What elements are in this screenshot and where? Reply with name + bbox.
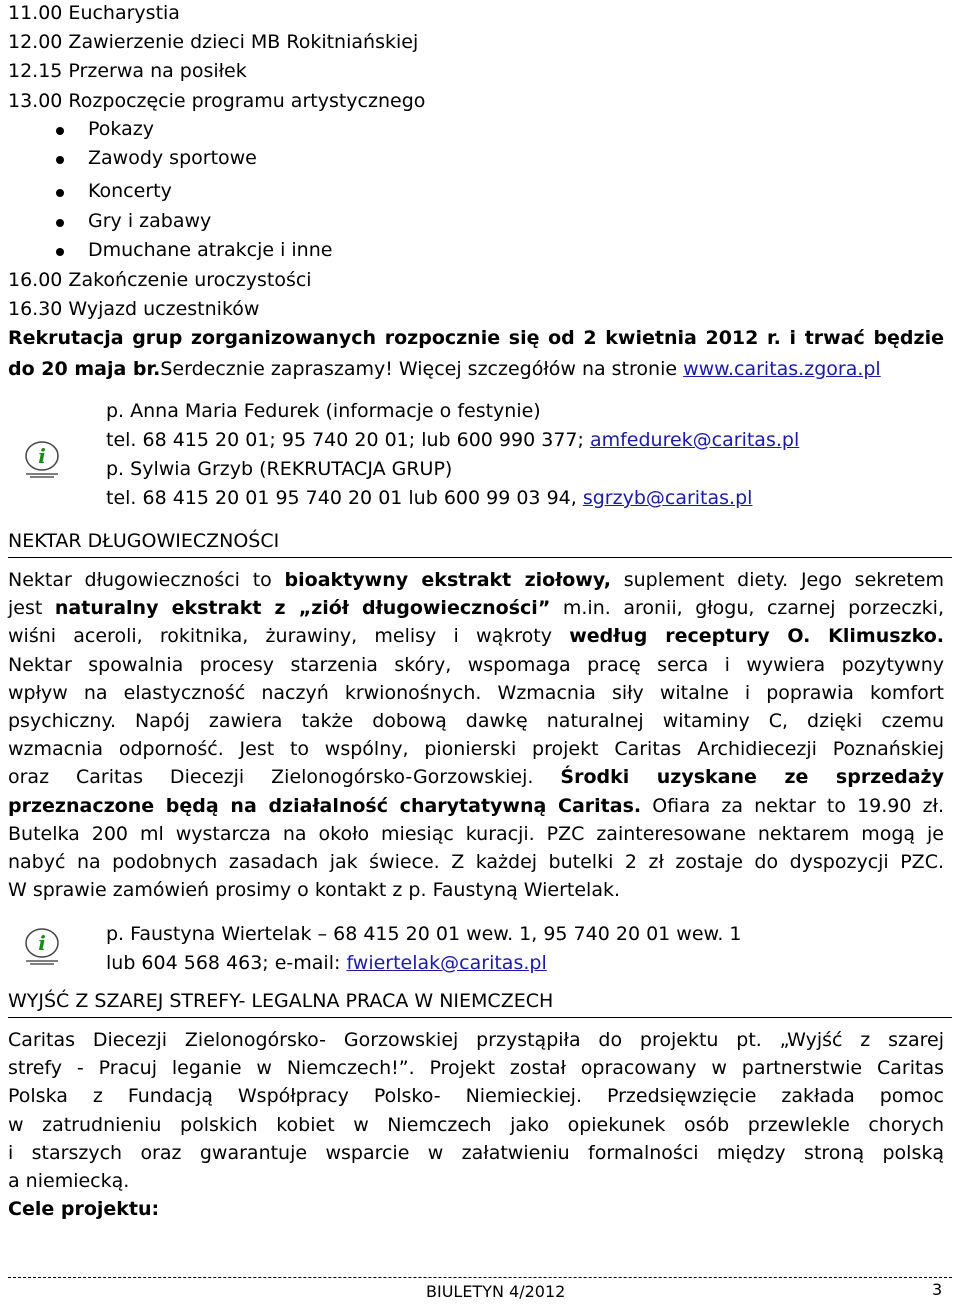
- paragraph-line: [8, 764, 944, 790]
- recruit-text: Serdecznie zapraszamy! Więcej szczegółów na stronie: [160, 358, 684, 380]
- paragraph-line: [8, 1112, 944, 1138]
- text: psychiczny. Napój zawiera także dobową dawkę naturalnej witaminy C, dzięki czemu: [8, 710, 944, 732]
- footer-title: BIULETYN 4/2012: [426, 1282, 566, 1301]
- paragraph-line: [8, 708, 944, 734]
- info-contact-1: p. Anna Maria Fedurek (informacje o festynie): [106, 400, 541, 422]
- text: nabyć na podobnych zasadach jak świece. Z każdej butelki 2 zł zostaje do dyspozycji PZC.: [8, 851, 944, 873]
- text: strefy - Pracuj leganie w Niemczech!”. Projekt został opracowany w partnerstwie Caritas: [8, 1057, 944, 1080]
- bold-text: przeznaczone będą na działalność charytatywną Caritas.: [8, 794, 642, 817]
- info-contact-faustyna: p. Faustyna Wiertelak – 68 415 20 01 wew. 1, 95 740 20 01 wew. 1: [106, 923, 742, 945]
- list-item: Gry i zabawy: [88, 210, 212, 232]
- text: Nektar długowieczności to: [8, 569, 285, 591]
- paragraph-line: [8, 1140, 944, 1166]
- list-item: Koncerty: [88, 180, 172, 202]
- bullet-icon: [56, 127, 64, 135]
- bullet-icon: [56, 219, 64, 227]
- paragraph-line: [8, 623, 944, 649]
- divider: [8, 1017, 952, 1018]
- text: i starszych oraz gwarantuje wsparcie w załatwieniu formalności między stroną polską: [8, 1141, 944, 1164]
- info-tel-2: [106, 485, 752, 511]
- text: suplement diety. Jego sekretem: [610, 569, 944, 591]
- divider: [8, 557, 952, 558]
- cele-heading: Cele projektu:: [8, 1198, 160, 1220]
- paragraph-line: [8, 821, 944, 847]
- text: w zatrudnieniu polskich kobiet w Niemczech jako opiekunek osób przewlekle chorych: [8, 1113, 944, 1136]
- text: oraz Caritas Diecezji Zielonogórsko-Gorzowskiej.: [8, 766, 561, 789]
- schedule-line: 11.00 Eucharystia: [8, 2, 180, 24]
- schedule-line: 16.30 Wyjazd uczestników: [8, 298, 260, 320]
- page-number: 3: [932, 1280, 943, 1299]
- info-email-text: lub 604 568 463; e-mail:: [106, 952, 347, 974]
- text: W sprawie zamówień prosimy o kontakt z p. Faustyną Wiertelak.: [8, 879, 621, 902]
- bold-text: bioaktywny ekstrakt ziołowy,: [284, 569, 611, 591]
- email-link-fwiertelak[interactable]: fwiertelak@caritas.pl: [346, 952, 547, 974]
- text: Caritas Diecezji Zielonogórsko- Gorzowskiej przystąpiła do projektu pt. „Wyjść z szarej: [8, 1029, 944, 1051]
- footer-divider: [8, 1277, 952, 1278]
- email-link-amfedurek[interactable]: amfedurek@caritas.pl: [589, 429, 800, 451]
- text: jest: [8, 597, 55, 620]
- paragraph-line: [8, 1027, 944, 1053]
- text: wpływ na elastyczność naczyń krwionośnych. Wzmacnia siły witalne i poprawia komfort: [8, 681, 944, 704]
- schedule-line: 12.00 Zawierzenie dzieci MB Rokitniańskiej: [8, 31, 419, 53]
- svg-text:i: i: [38, 931, 46, 955]
- text: m.in. aronii, głogu, czarnej porzeczki,: [550, 597, 944, 620]
- bold-text: Środki uzyskane ze sprzedaży: [560, 766, 944, 789]
- list-item: Pokazy: [88, 118, 154, 140]
- paragraph-line: [8, 1055, 944, 1081]
- text: wzmacnia odporność. Jest to wspólny, pionierski projekt Caritas Archidiecezji Poznańskiej: [8, 738, 944, 761]
- list-item: Dmuchane atrakcje i inne: [88, 239, 333, 261]
- paragraph-line: [8, 849, 944, 875]
- bold-text: według receptury O. Klimuszko.: [569, 625, 944, 648]
- email-link-sgrzyb[interactable]: sgrzyb@caritas.pl: [582, 487, 753, 509]
- svg-text:i: i: [38, 444, 46, 468]
- paragraph-line: [8, 680, 944, 706]
- bullet-icon: [56, 156, 64, 164]
- caritas-link[interactable]: www.caritas.zgora.pl: [683, 358, 881, 380]
- schedule-line: 13.00 Rozpoczęcie programu artystycznego: [8, 90, 426, 112]
- schedule-line: 12.15 Przerwa na posiłek: [8, 60, 247, 82]
- section-heading-szara-strefa: WYJŚĆ Z SZAREJ STREFY- LEGALNA PRACA W NIEMCZECH: [8, 990, 554, 1012]
- info-contact-2: p. Sylwia Grzyb (REKRUTACJA GRUP): [106, 458, 453, 480]
- schedule-line: 16.00 Zakończenie uroczystości: [8, 269, 312, 291]
- recruit-date: do 20 maja br.: [8, 358, 161, 380]
- paragraph-line: [8, 736, 944, 762]
- info-icon: [20, 436, 64, 480]
- text: a niemiecką.: [8, 1170, 130, 1192]
- recruit-line-2: [8, 356, 881, 382]
- text: Ofiara za nektar to 19.90 zł.: [641, 794, 944, 817]
- bullet-icon: [56, 248, 64, 256]
- info-icon: [20, 923, 64, 967]
- list-item: Zawody sportowe: [88, 147, 257, 169]
- paragraph-line: [8, 877, 944, 903]
- paragraph-line: [8, 793, 944, 819]
- bullet-icon: [56, 189, 64, 197]
- info-tel-1-text: tel. 68 415 20 01; 95 740 20 01; lub 600 990 377;: [106, 429, 590, 451]
- info-tel-1: [106, 427, 799, 453]
- section-heading-nektar: NEKTAR DŁUGOWIECZNOŚCI: [8, 530, 280, 552]
- text: Butelka 200 ml wystarcza na około miesiąc kuracji. PZC zainteresowane nektarem mogą je: [8, 822, 944, 845]
- bold-text: naturalny ekstrakt z „ziół długowieczności”: [54, 597, 551, 620]
- text: wiśni aceroli, rokitnika, żurawiny, melisy i wąkroty: [8, 625, 570, 648]
- paragraph-line: [8, 595, 944, 621]
- text: Nektar spowalnia procesy starzenia skóry, wspomaga pracę serca i wywiera pozytywny: [8, 653, 944, 676]
- text: Polska z Fundacją Współpracy Polsko- Niemieckiej. Przedsięwzięcie zakłada pomoc: [8, 1085, 944, 1108]
- info-tel-2-text: tel. 68 415 20 01 95 740 20 01 lub 600 99 03 94,: [106, 487, 583, 509]
- paragraph-line: [8, 652, 944, 678]
- recruit-line-1: Rekrutacja grup zorganizowanych rozpocznie się od 2 kwietnia 2012 r. i trwać będzie: [8, 327, 944, 349]
- info-email-faustyna: [106, 950, 547, 976]
- paragraph-line: [8, 1168, 944, 1194]
- paragraph-line: [8, 1083, 944, 1109]
- paragraph-line: [8, 567, 944, 593]
